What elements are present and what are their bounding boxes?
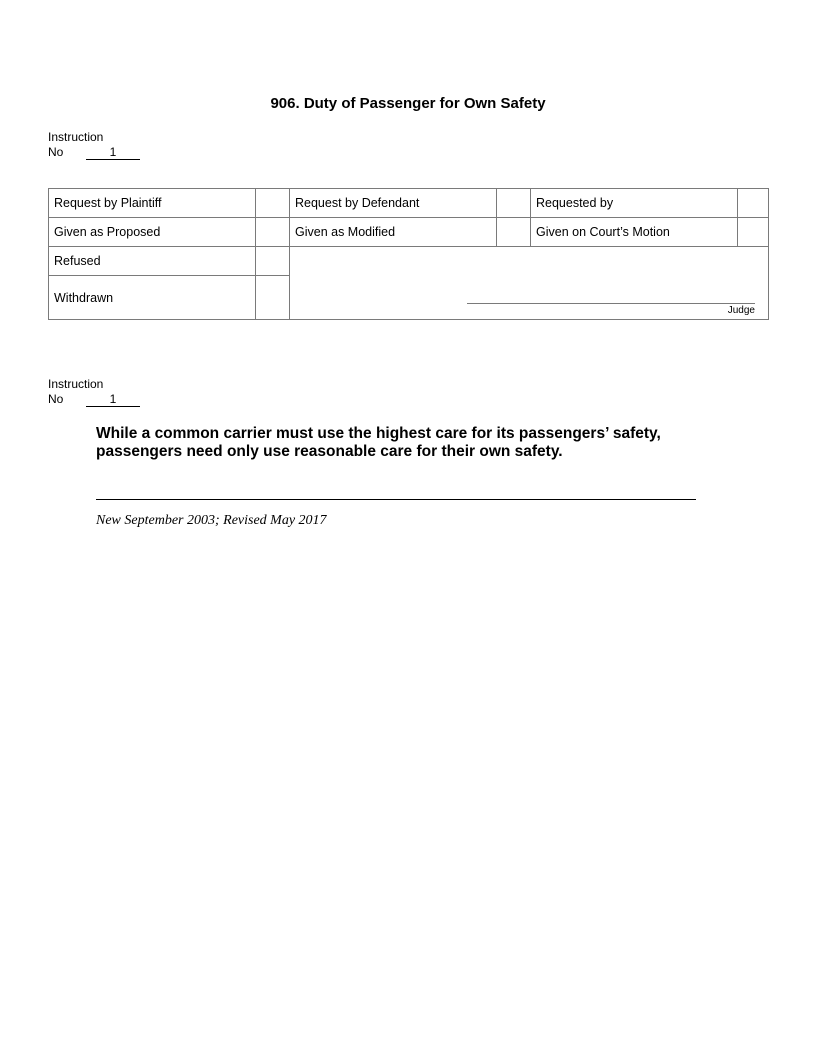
withdrawn-checkbox[interactable] [256,276,289,319]
given-as-proposed-checkbox[interactable] [256,218,289,246]
request-by-plaintiff-label: Request by Plaintiff [54,196,162,210]
request-by-defendant-label: Request by Defendant [295,196,420,210]
request-by-defendant-checkbox[interactable] [497,189,530,217]
horizontal-rule [96,499,696,500]
request-status-table [48,188,769,320]
given-as-modified-checkbox[interactable] [497,218,530,246]
request-by-plaintiff-checkbox[interactable] [256,189,289,217]
instruction-no-field[interactable]: 1 [86,393,140,407]
requested-by-checkbox[interactable] [738,189,768,217]
instruction-label: Instruction [48,130,104,144]
withdrawn-label: Withdrawn [54,290,114,305]
given-on-courts-motion-label: Given on Court’s Motion [536,225,670,239]
instruction-no-row [48,145,140,160]
instruction-title: 906. Duty of Passenger for Own Safety [270,95,546,112]
given-as-modified-label: Given as Modified [295,225,396,239]
judge-signature-line[interactable] [467,303,755,304]
instruction-label: Instruction [48,377,104,391]
instruction-number-block-bottom [48,377,140,407]
requested-by-label: Requested by [536,196,614,210]
given-as-proposed-label: Given as Proposed [54,225,161,239]
instruction-no-label: No [48,392,64,406]
instruction-no-row [48,392,140,407]
instruction-no-label: No [48,145,64,159]
revision-history: New September 2003; Revised May 2017 [96,513,327,528]
given-on-courts-motion-checkbox[interactable] [738,218,768,246]
instruction-body [96,425,736,461]
instruction-body-line: While a common carrier must use the highest care for its passengers’ safety, [96,425,661,442]
instruction-body-line: passengers need only use reasonable care for their own safety. [96,443,563,460]
instruction-no-field[interactable]: 1 [86,146,140,160]
refused-checkbox[interactable] [256,247,289,275]
refused-label: Refused [54,254,101,268]
judge-label: Judge [727,305,755,316]
instruction-number-block-top [48,130,140,160]
